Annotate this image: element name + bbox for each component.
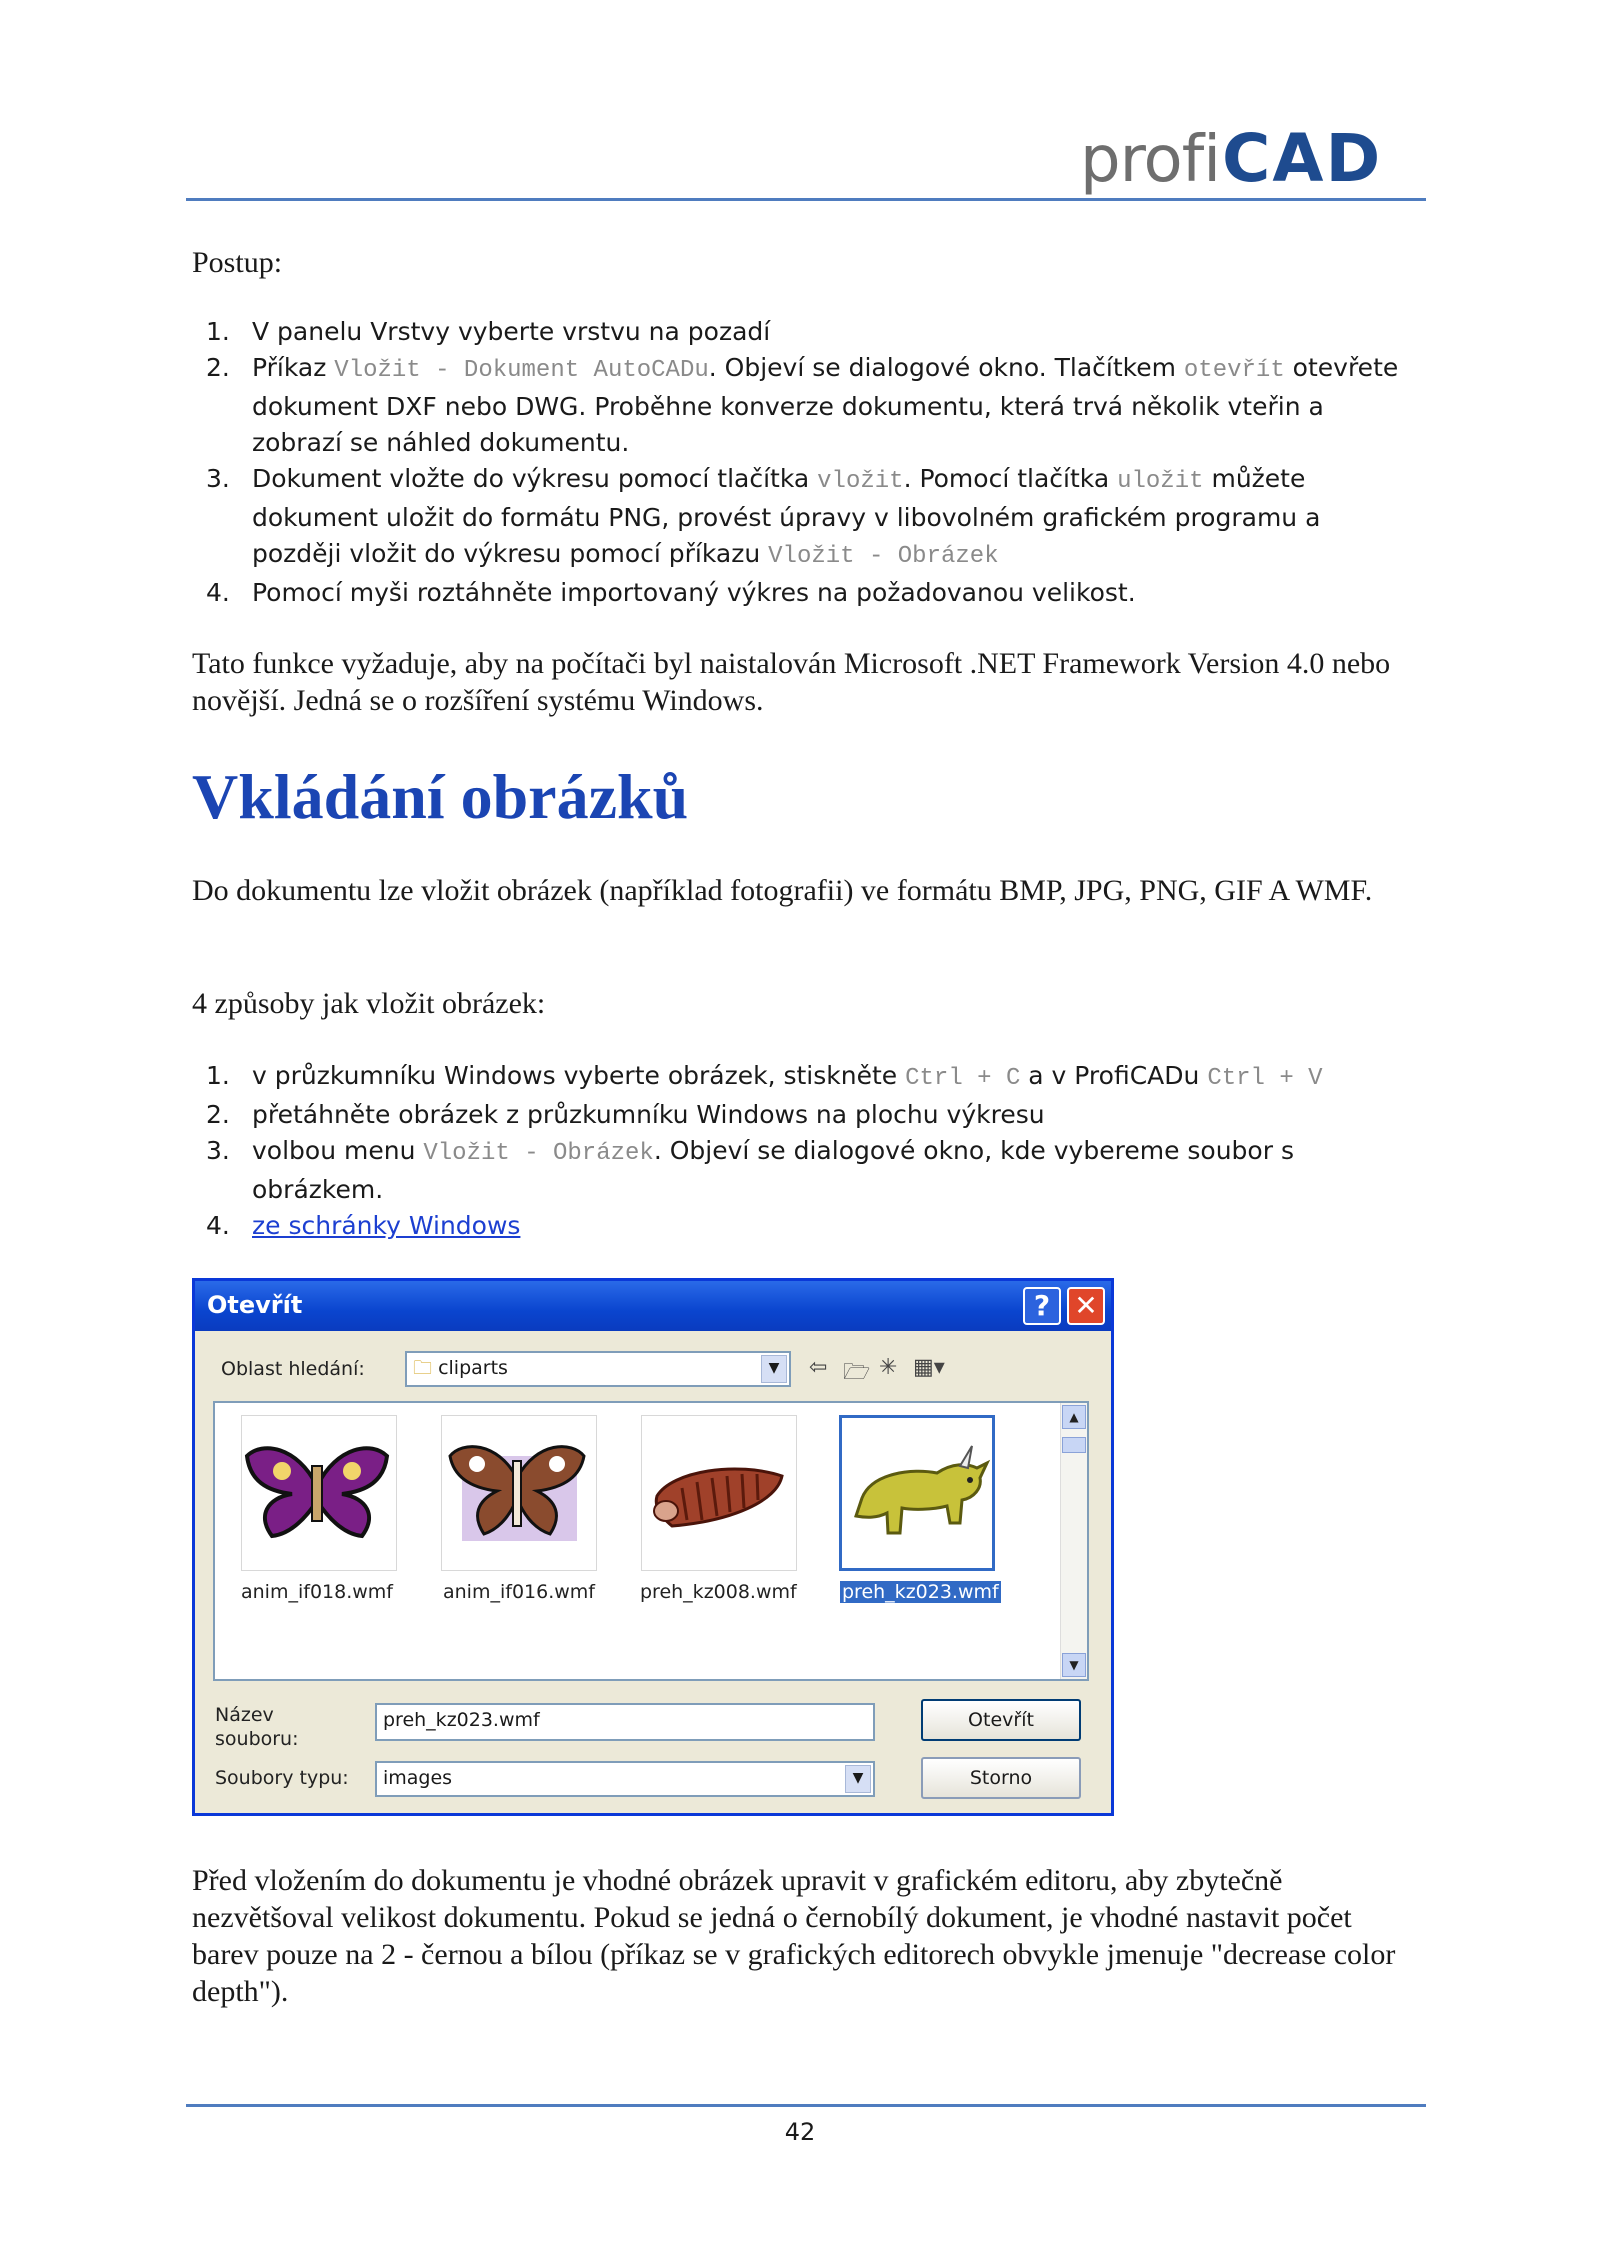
scroll-down-icon[interactable]: ▼ [1062, 1653, 1086, 1677]
list-number: 4. [206, 1211, 230, 1240]
logo-suffix: CAD [1222, 120, 1383, 197]
command-text: otevřít [1183, 357, 1285, 384]
framework-note: Tato funkce vyžaduje, aby na počítači byl naistalován Microsoft .NET Framework Version 4.0 nebo novější. Jedná se o rozšíření systému Windows. [192, 647, 1391, 717]
file-list[interactable] [213, 1401, 1089, 1681]
step-text: přetáhněte obrázek z průzkumníku Windows na plochu výkresu [252, 1100, 1045, 1129]
filetype-combo[interactable] [375, 1761, 875, 1797]
up-folder-icon[interactable]: 🗁 [843, 1360, 871, 1385]
page-number: 42 [784, 2118, 816, 2146]
step-text: Pomocí myši roztáhněte importovaný výkres na požadovanou velikost. [252, 578, 1136, 607]
step-text: volbou menu [252, 1136, 424, 1165]
command-text: uložit [1117, 468, 1204, 495]
butterfly-purple-icon [242, 1416, 392, 1566]
command-text: vložit [817, 468, 904, 495]
section-intro: Do dokumentu lze vložit obrázek (například fotografii) ve formátu BMP, JPG, PNG, GIF A WMF. [192, 874, 1373, 907]
chevron-down-icon[interactable]: ▼ [845, 1765, 871, 1793]
cancel-button[interactable]: Storno [921, 1757, 1081, 1799]
header-rule [186, 198, 1426, 201]
section-heading: Vkládání obrázků [192, 761, 689, 832]
clipboard-link[interactable]: ze schránky Windows [252, 1211, 521, 1240]
footer-rule [186, 2104, 1426, 2107]
triceratops-icon [842, 1418, 992, 1568]
dialog-title: Otevřít [207, 1291, 303, 1319]
step-text: Příkaz [252, 353, 335, 382]
butterfly-brown-icon [442, 1416, 592, 1566]
list-item [192, 314, 1412, 350]
logo-prefix: profi [1080, 123, 1220, 197]
command-text: Vložit - Obrázek [423, 1140, 654, 1167]
back-icon[interactable]: ⇦ [809, 1355, 828, 1380]
look-in-label: Oblast hledání: [221, 1358, 365, 1380]
filename-input[interactable]: preh_kz023.wmf [375, 1703, 875, 1741]
chevron-down-icon[interactable]: ▼ [761, 1355, 787, 1383]
scroll-up-icon[interactable]: ▲ [1062, 1405, 1086, 1429]
thumb-anim-if018[interactable] [241, 1415, 397, 1571]
step-text: můžete dokument uložit do formátu PNG, provést úpravy v libovolném grafickém programu a později vložit do výkresu pomocí příkazu [252, 464, 1321, 568]
new-folder-icon[interactable]: ✳ [879, 1355, 898, 1380]
list-number: 4. [206, 578, 230, 607]
list-item [192, 1097, 1412, 1133]
list-item [192, 1058, 1412, 1097]
ways-steps [192, 1058, 1412, 1244]
command-text: Vložit - Obrázek [768, 543, 999, 570]
file-name-2[interactable]: anim_if016.wmf [443, 1581, 595, 1603]
list-item [192, 461, 1412, 575]
file-name-3[interactable]: preh_kz008.wmf [640, 1581, 797, 1603]
view-menu-icon[interactable]: ▦▾ [913, 1355, 945, 1380]
trilobite-icon [642, 1416, 792, 1566]
list-item [192, 575, 1412, 611]
step-text: otevřete dokument DXF nebo DWG. Proběhne konverze dokumentu, která trvá několik vteřin a zobrazí se náhled dokumentu. [252, 353, 1399, 457]
procedure-intro: Postup: [192, 246, 283, 279]
list-number: 3. [206, 464, 230, 493]
procedure-steps [192, 314, 1412, 611]
thumb-preh-kz008[interactable] [641, 1415, 797, 1571]
filetype-value: images [383, 1767, 453, 1789]
close-button[interactable]: ✕ [1067, 1287, 1105, 1325]
proficad-logo [1080, 96, 1383, 197]
look-in-combo[interactable] [405, 1351, 791, 1387]
scroll-thumb[interactable] [1062, 1437, 1086, 1453]
open-button[interactable]: Otevřít [921, 1699, 1081, 1741]
list-item [192, 1208, 1412, 1244]
list-number: 2. [206, 1100, 230, 1129]
filetype-label: Soubory typu: [215, 1767, 349, 1789]
command-text: Vložit - Dokument AutoCADu [334, 357, 709, 384]
step-text: a v ProfiCADu [1020, 1061, 1208, 1090]
file-list-scrollbar[interactable] [1060, 1403, 1087, 1679]
closing-paragraph: Před vložením do dokumentu je vhodné obrázek upravit v grafickém editoru, aby zbytečně nezvětšoval velikost dokumentu. Pokud se jedná o černobílý dokument, je vhodné nastavit počet barev pouze na 2 - černou a bílou (příkaz se v grafických editorech obvykle jmenuje "decrease color depth"). [192, 1864, 1396, 2008]
help-button[interactable]: ? [1023, 1287, 1061, 1325]
step-text: . Objeví se dialogové okno, kde vybereme soubor s obrázkem. [252, 1136, 1294, 1204]
file-name-4[interactable]: preh_kz023.wmf [842, 1581, 999, 1603]
list-number: 1. [206, 1061, 230, 1090]
look-in-value: cliparts [438, 1357, 508, 1379]
command-text: Ctrl + C [905, 1065, 1021, 1092]
step-text: . Objeví se dialogové okno. Tlačítkem [708, 353, 1184, 382]
list-number: 2. [206, 353, 230, 382]
ways-title: 4 způsoby jak vložit obrázek: [192, 987, 546, 1020]
list-item [192, 1133, 1412, 1208]
step-text: V panelu Vrstvy vyberte vrstvu na pozadí [252, 317, 771, 346]
thumb-preh-kz023[interactable] [839, 1415, 995, 1571]
list-number: 3. [206, 1136, 230, 1165]
command-text: Ctrl + V [1207, 1065, 1323, 1092]
dialog-titlebar [195, 1281, 1111, 1331]
folder-icon: 🗀 [413, 1357, 433, 1379]
step-text: v průzkumníku Windows vyberte obrázek, stiskněte [252, 1061, 906, 1090]
list-item [192, 350, 1412, 461]
step-text: . Pomocí tlačítka [903, 464, 1118, 493]
filename-label: Název souboru: [215, 1704, 299, 1750]
step-text: Dokument vložte do výkresu pomocí tlačítka [252, 464, 818, 493]
list-number: 1. [206, 317, 230, 346]
file-name-1[interactable]: anim_if018.wmf [241, 1581, 393, 1603]
thumb-anim-if016[interactable] [441, 1415, 597, 1571]
open-dialog [192, 1278, 1114, 1816]
